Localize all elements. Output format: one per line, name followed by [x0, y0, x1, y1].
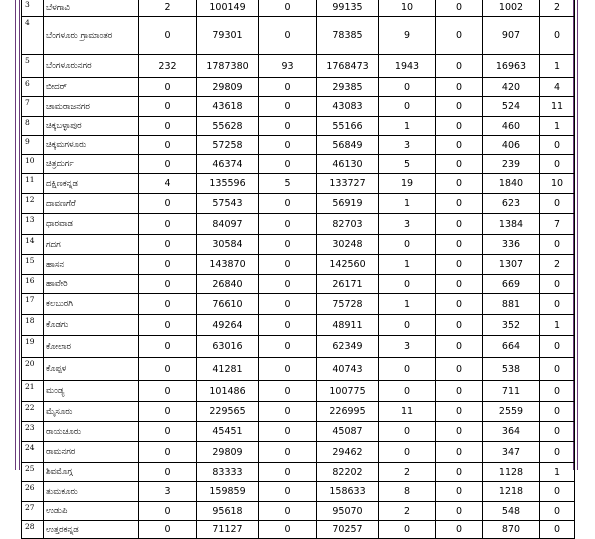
- table-row: [22, 136, 575, 155]
- value-cell-1: 0: [139, 336, 197, 358]
- value-cell-1: 2: [139, 0, 197, 17]
- value-cell-2: 29809: [197, 442, 259, 463]
- serial-number-cell: 20: [22, 358, 44, 381]
- value-cell-4: 1768473: [317, 55, 379, 78]
- value-cell-4: 78385: [317, 17, 379, 55]
- serial-number-cell: 24: [22, 442, 44, 463]
- district-name-cell: ದಾವಣಗೆರೆ: [44, 194, 139, 214]
- table-row: [22, 336, 575, 358]
- value-cell-3: 0: [259, 235, 317, 255]
- value-cell-2: 1787380: [197, 55, 259, 78]
- value-cell-4: 133727: [317, 174, 379, 194]
- table-row: [22, 155, 575, 174]
- table-row: [22, 214, 575, 235]
- value-cell-7: 16963: [483, 55, 540, 78]
- value-cell-7: 406: [483, 136, 540, 155]
- value-cell-3: 0: [259, 294, 317, 315]
- value-cell-3: 0: [259, 402, 317, 422]
- value-cell-7: 336: [483, 235, 540, 255]
- value-cell-8: 0: [540, 235, 575, 255]
- value-cell-7: 1218: [483, 482, 540, 502]
- value-cell-8: 2: [540, 0, 575, 17]
- value-cell-6: 0: [436, 521, 483, 539]
- table-row: [22, 463, 575, 482]
- value-cell-1: 0: [139, 194, 197, 214]
- value-cell-5: 11: [379, 402, 436, 422]
- value-cell-8: 7: [540, 214, 575, 235]
- value-cell-4: 70257: [317, 521, 379, 539]
- value-cell-1: 0: [139, 442, 197, 463]
- district-name-cell: ಚಿಕ್ಕಮಗಳೂರು: [44, 136, 139, 155]
- value-cell-7: 870: [483, 521, 540, 539]
- value-cell-6: 0: [436, 194, 483, 214]
- table-row: [22, 502, 575, 521]
- value-cell-3: 0: [259, 194, 317, 214]
- value-cell-5: 3: [379, 214, 436, 235]
- value-cell-6: 0: [436, 482, 483, 502]
- value-cell-1: 0: [139, 422, 197, 442]
- district-name-cell: ರಾಯಚೂರು: [44, 422, 139, 442]
- value-cell-6: 0: [436, 381, 483, 402]
- value-cell-1: 0: [139, 214, 197, 235]
- value-cell-4: 26171: [317, 275, 379, 294]
- value-cell-1: 232: [139, 55, 197, 78]
- district-name-cell: ಉಡುಪಿ: [44, 502, 139, 521]
- value-cell-8: 0: [540, 17, 575, 55]
- value-cell-7: 347: [483, 442, 540, 463]
- value-cell-1: 0: [139, 358, 197, 381]
- district-data-table: [21, 0, 575, 539]
- value-cell-3: 0: [259, 17, 317, 55]
- value-cell-6: 0: [436, 117, 483, 136]
- value-cell-3: 0: [259, 0, 317, 17]
- serial-number-cell: 28: [22, 521, 44, 539]
- value-cell-1: 0: [139, 502, 197, 521]
- table-row: [22, 235, 575, 255]
- value-cell-7: 352: [483, 315, 540, 336]
- table-row: [22, 482, 575, 502]
- value-cell-5: 0: [379, 442, 436, 463]
- value-cell-1: 0: [139, 97, 197, 117]
- value-cell-5: 0: [379, 235, 436, 255]
- value-cell-2: 57543: [197, 194, 259, 214]
- value-cell-3: 0: [259, 136, 317, 155]
- value-cell-3: 0: [259, 336, 317, 358]
- value-cell-6: 0: [436, 422, 483, 442]
- value-cell-1: 3: [139, 482, 197, 502]
- table-row: [22, 294, 575, 315]
- value-cell-8: 0: [540, 521, 575, 539]
- serial-number-cell: 4: [22, 17, 44, 55]
- value-cell-2: 135596: [197, 174, 259, 194]
- district-name-cell: ಚಿಕ್ಕಬಳ್ಳಾಪುರ: [44, 117, 139, 136]
- value-cell-2: 43618: [197, 97, 259, 117]
- value-cell-5: 5: [379, 155, 436, 174]
- value-cell-7: 623: [483, 194, 540, 214]
- value-cell-7: 524: [483, 97, 540, 117]
- table-row: [22, 78, 575, 97]
- table-row: [22, 117, 575, 136]
- table-row: [22, 381, 575, 402]
- serial-number-cell: 15: [22, 255, 44, 275]
- value-cell-3: 0: [259, 521, 317, 539]
- value-cell-7: 1002: [483, 0, 540, 17]
- value-cell-2: 84097: [197, 214, 259, 235]
- serial-number-cell: 23: [22, 422, 44, 442]
- value-cell-5: 0: [379, 97, 436, 117]
- value-cell-4: 99135: [317, 0, 379, 17]
- value-cell-8: 0: [540, 402, 575, 422]
- serial-number-cell: 11: [22, 174, 44, 194]
- serial-number-cell: 19: [22, 336, 44, 358]
- value-cell-7: 711: [483, 381, 540, 402]
- value-cell-3: 0: [259, 442, 317, 463]
- value-cell-1: 0: [139, 17, 197, 55]
- value-cell-6: 0: [436, 17, 483, 55]
- value-cell-8: 11: [540, 97, 575, 117]
- value-cell-7: 664: [483, 336, 540, 358]
- value-cell-7: 420: [483, 78, 540, 97]
- value-cell-6: 0: [436, 235, 483, 255]
- value-cell-7: 1384: [483, 214, 540, 235]
- value-cell-5: 3: [379, 336, 436, 358]
- district-name-cell: ಮೈಸೂರು: [44, 402, 139, 422]
- value-cell-2: 143870: [197, 255, 259, 275]
- value-cell-2: 71127: [197, 521, 259, 539]
- value-cell-5: 1: [379, 117, 436, 136]
- value-cell-8: 0: [540, 482, 575, 502]
- serial-number-cell: 25: [22, 463, 44, 482]
- value-cell-4: 95070: [317, 502, 379, 521]
- value-cell-4: 142560: [317, 255, 379, 275]
- value-cell-6: 0: [436, 463, 483, 482]
- value-cell-2: 30584: [197, 235, 259, 255]
- value-cell-6: 0: [436, 294, 483, 315]
- district-name-cell: ಉತ್ತರಕನ್ನಡ: [44, 521, 139, 539]
- value-cell-8: 2: [540, 255, 575, 275]
- value-cell-3: 0: [259, 315, 317, 336]
- value-cell-8: 0: [540, 275, 575, 294]
- district-name-cell: ಬೆಳಗಾವಿ: [44, 0, 139, 17]
- serial-number-cell: 9: [22, 136, 44, 155]
- value-cell-3: 0: [259, 422, 317, 442]
- serial-number-cell: 17: [22, 294, 44, 315]
- serial-number-cell: 5: [22, 55, 44, 78]
- value-cell-8: 0: [540, 381, 575, 402]
- value-cell-6: 0: [436, 78, 483, 97]
- value-cell-1: 0: [139, 235, 197, 255]
- value-cell-7: 1307: [483, 255, 540, 275]
- value-cell-5: 1: [379, 294, 436, 315]
- value-cell-7: 364: [483, 422, 540, 442]
- value-cell-1: 0: [139, 155, 197, 174]
- value-cell-5: 0: [379, 422, 436, 442]
- value-cell-7: 460: [483, 117, 540, 136]
- value-cell-6: 0: [436, 442, 483, 463]
- serial-number-cell: 26: [22, 482, 44, 502]
- district-name-cell: ಚಿತ್ರದುರ್ಗ: [44, 155, 139, 174]
- value-cell-8: 10: [540, 174, 575, 194]
- value-cell-8: 1: [540, 55, 575, 78]
- value-cell-1: 0: [139, 402, 197, 422]
- district-name-cell: ರಾಮನಗರ: [44, 442, 139, 463]
- value-cell-3: 0: [259, 117, 317, 136]
- value-cell-2: 100149: [197, 0, 259, 17]
- value-cell-8: 0: [540, 442, 575, 463]
- value-cell-7: 1840: [483, 174, 540, 194]
- district-name-cell: ದಕ್ಷಿಣಕನ್ನಡ: [44, 174, 139, 194]
- value-cell-3: 93: [259, 55, 317, 78]
- serial-number-cell: 6: [22, 78, 44, 97]
- value-cell-4: 55166: [317, 117, 379, 136]
- value-cell-2: 83333: [197, 463, 259, 482]
- table-row: [22, 521, 575, 539]
- district-name-cell: ಧಾರವಾಡ: [44, 214, 139, 235]
- value-cell-3: 0: [259, 255, 317, 275]
- value-cell-3: 0: [259, 155, 317, 174]
- value-cell-5: 0: [379, 315, 436, 336]
- serial-number-cell: 13: [22, 214, 44, 235]
- value-cell-8: 0: [540, 194, 575, 214]
- value-cell-7: 1128: [483, 463, 540, 482]
- value-cell-6: 0: [436, 402, 483, 422]
- table-row: [22, 174, 575, 194]
- value-cell-1: 0: [139, 78, 197, 97]
- value-cell-2: 49264: [197, 315, 259, 336]
- district-name-cell: ಬೀದರ್: [44, 78, 139, 97]
- value-cell-6: 0: [436, 315, 483, 336]
- table-row: [22, 97, 575, 117]
- district-name-cell: ಕೊಡಗು: [44, 315, 139, 336]
- value-cell-4: 30248: [317, 235, 379, 255]
- serial-number-cell: 14: [22, 235, 44, 255]
- value-cell-4: 29462: [317, 442, 379, 463]
- district-name-cell: ಚಾಮರಾಜನಗರ: [44, 97, 139, 117]
- value-cell-7: 669: [483, 275, 540, 294]
- value-cell-5: 0: [379, 358, 436, 381]
- serial-number-cell: 8: [22, 117, 44, 136]
- serial-number-cell: 3: [22, 0, 44, 17]
- value-cell-6: 0: [436, 358, 483, 381]
- value-cell-8: 0: [540, 294, 575, 315]
- district-name-cell: ಹಾಸನ: [44, 255, 139, 275]
- value-cell-2: 45451: [197, 422, 259, 442]
- value-cell-7: 2559: [483, 402, 540, 422]
- value-cell-3: 0: [259, 275, 317, 294]
- serial-number-cell: 12: [22, 194, 44, 214]
- value-cell-3: 0: [259, 502, 317, 521]
- value-cell-8: 0: [540, 136, 575, 155]
- serial-number-cell: 10: [22, 155, 44, 174]
- serial-number-cell: 16: [22, 275, 44, 294]
- value-cell-6: 0: [436, 255, 483, 275]
- value-cell-6: 0: [436, 275, 483, 294]
- value-cell-2: 55628: [197, 117, 259, 136]
- district-name-cell: ಗದಗ: [44, 235, 139, 255]
- value-cell-4: 82202: [317, 463, 379, 482]
- value-cell-5: 0: [379, 78, 436, 97]
- value-cell-7: 907: [483, 17, 540, 55]
- value-cell-6: 0: [436, 0, 483, 17]
- value-cell-2: 63016: [197, 336, 259, 358]
- value-cell-5: 3: [379, 136, 436, 155]
- district-name-cell: ಕಲಬುರಗಿ: [44, 294, 139, 315]
- value-cell-8: 0: [540, 155, 575, 174]
- value-cell-8: 0: [540, 336, 575, 358]
- value-cell-5: 1: [379, 194, 436, 214]
- value-cell-7: 239: [483, 155, 540, 174]
- value-cell-1: 0: [139, 117, 197, 136]
- table-row: [22, 422, 575, 442]
- value-cell-1: 0: [139, 463, 197, 482]
- district-name-cell: ಮಂಡ್ಯ: [44, 381, 139, 402]
- value-cell-2: 57258: [197, 136, 259, 155]
- value-cell-7: 881: [483, 294, 540, 315]
- value-cell-3: 0: [259, 381, 317, 402]
- value-cell-4: 100775: [317, 381, 379, 402]
- value-cell-6: 0: [436, 155, 483, 174]
- value-cell-2: 46374: [197, 155, 259, 174]
- value-cell-6: 0: [436, 502, 483, 521]
- value-cell-1: 0: [139, 294, 197, 315]
- value-cell-2: 41281: [197, 358, 259, 381]
- value-cell-3: 0: [259, 97, 317, 117]
- value-cell-5: 2: [379, 502, 436, 521]
- value-cell-3: 5: [259, 174, 317, 194]
- value-cell-2: 159859: [197, 482, 259, 502]
- value-cell-4: 158633: [317, 482, 379, 502]
- value-cell-4: 226995: [317, 402, 379, 422]
- serial-number-cell: 22: [22, 402, 44, 422]
- table-row: [22, 194, 575, 214]
- serial-number-cell: 21: [22, 381, 44, 402]
- value-cell-2: 101486: [197, 381, 259, 402]
- value-cell-4: 82703: [317, 214, 379, 235]
- value-cell-6: 0: [436, 336, 483, 358]
- value-cell-1: 4: [139, 174, 197, 194]
- value-cell-4: 43083: [317, 97, 379, 117]
- table-row: [22, 55, 575, 78]
- value-cell-2: 29809: [197, 78, 259, 97]
- value-cell-5: 0: [379, 381, 436, 402]
- value-cell-1: 0: [139, 275, 197, 294]
- table-row: [22, 275, 575, 294]
- value-cell-5: 10: [379, 0, 436, 17]
- value-cell-5: 1943: [379, 55, 436, 78]
- value-cell-4: 75728: [317, 294, 379, 315]
- value-cell-1: 0: [139, 381, 197, 402]
- value-cell-3: 0: [259, 214, 317, 235]
- table-row: [22, 0, 575, 17]
- value-cell-4: 56849: [317, 136, 379, 155]
- value-cell-8: 1: [540, 315, 575, 336]
- value-cell-3: 0: [259, 78, 317, 97]
- value-cell-5: 8: [379, 482, 436, 502]
- value-cell-1: 0: [139, 136, 197, 155]
- table-row: [22, 255, 575, 275]
- value-cell-3: 0: [259, 358, 317, 381]
- value-cell-5: 0: [379, 521, 436, 539]
- value-cell-6: 0: [436, 214, 483, 235]
- serial-number-cell: 7: [22, 97, 44, 117]
- value-cell-1: 0: [139, 315, 197, 336]
- value-cell-2: 79301: [197, 17, 259, 55]
- value-cell-8: 0: [540, 502, 575, 521]
- value-cell-8: 0: [540, 358, 575, 381]
- value-cell-6: 0: [436, 136, 483, 155]
- district-name-cell: ತುಮಕೂರು: [44, 482, 139, 502]
- value-cell-8: 1: [540, 463, 575, 482]
- district-name-cell: ಕೋಲಾರ: [44, 336, 139, 358]
- table-body: [22, 0, 575, 539]
- value-cell-3: 0: [259, 463, 317, 482]
- value-cell-8: 0: [540, 422, 575, 442]
- value-cell-5: 19: [379, 174, 436, 194]
- district-name-cell: ಶಿವಮೊಗ್ಗ: [44, 463, 139, 482]
- value-cell-4: 46130: [317, 155, 379, 174]
- table-row: [22, 17, 575, 55]
- value-cell-2: 229565: [197, 402, 259, 422]
- district-name-cell: ಹಾವೇರಿ: [44, 275, 139, 294]
- value-cell-3: 0: [259, 482, 317, 502]
- value-cell-8: 4: [540, 78, 575, 97]
- value-cell-2: 26840: [197, 275, 259, 294]
- value-cell-7: 548: [483, 502, 540, 521]
- district-name-cell: ಕೊಪ್ಪಳ: [44, 358, 139, 381]
- value-cell-2: 76610: [197, 294, 259, 315]
- value-cell-5: 9: [379, 17, 436, 55]
- table-row: [22, 358, 575, 381]
- value-cell-5: 2: [379, 463, 436, 482]
- value-cell-4: 62349: [317, 336, 379, 358]
- serial-number-cell: 18: [22, 315, 44, 336]
- value-cell-4: 56919: [317, 194, 379, 214]
- serial-number-cell: 27: [22, 502, 44, 521]
- value-cell-2: 95618: [197, 502, 259, 521]
- district-name-cell: ಬೆಂಗಳೂರುನಗರ: [44, 55, 139, 78]
- value-cell-4: 45087: [317, 422, 379, 442]
- value-cell-4: 48911: [317, 315, 379, 336]
- value-cell-6: 0: [436, 174, 483, 194]
- value-cell-6: 0: [436, 55, 483, 78]
- value-cell-6: 0: [436, 97, 483, 117]
- table-row: [22, 402, 575, 422]
- value-cell-4: 29385: [317, 78, 379, 97]
- table-row: [22, 315, 575, 336]
- value-cell-1: 0: [139, 255, 197, 275]
- value-cell-5: 1: [379, 255, 436, 275]
- value-cell-5: 0: [379, 275, 436, 294]
- table-row: [22, 442, 575, 463]
- value-cell-1: 0: [139, 521, 197, 539]
- value-cell-7: 538: [483, 358, 540, 381]
- district-name-cell: ಬೆಂಗಳೂರು ಗ್ರಾಮಾಂತರ: [44, 17, 139, 55]
- value-cell-8: 1: [540, 117, 575, 136]
- value-cell-4: 40743: [317, 358, 379, 381]
